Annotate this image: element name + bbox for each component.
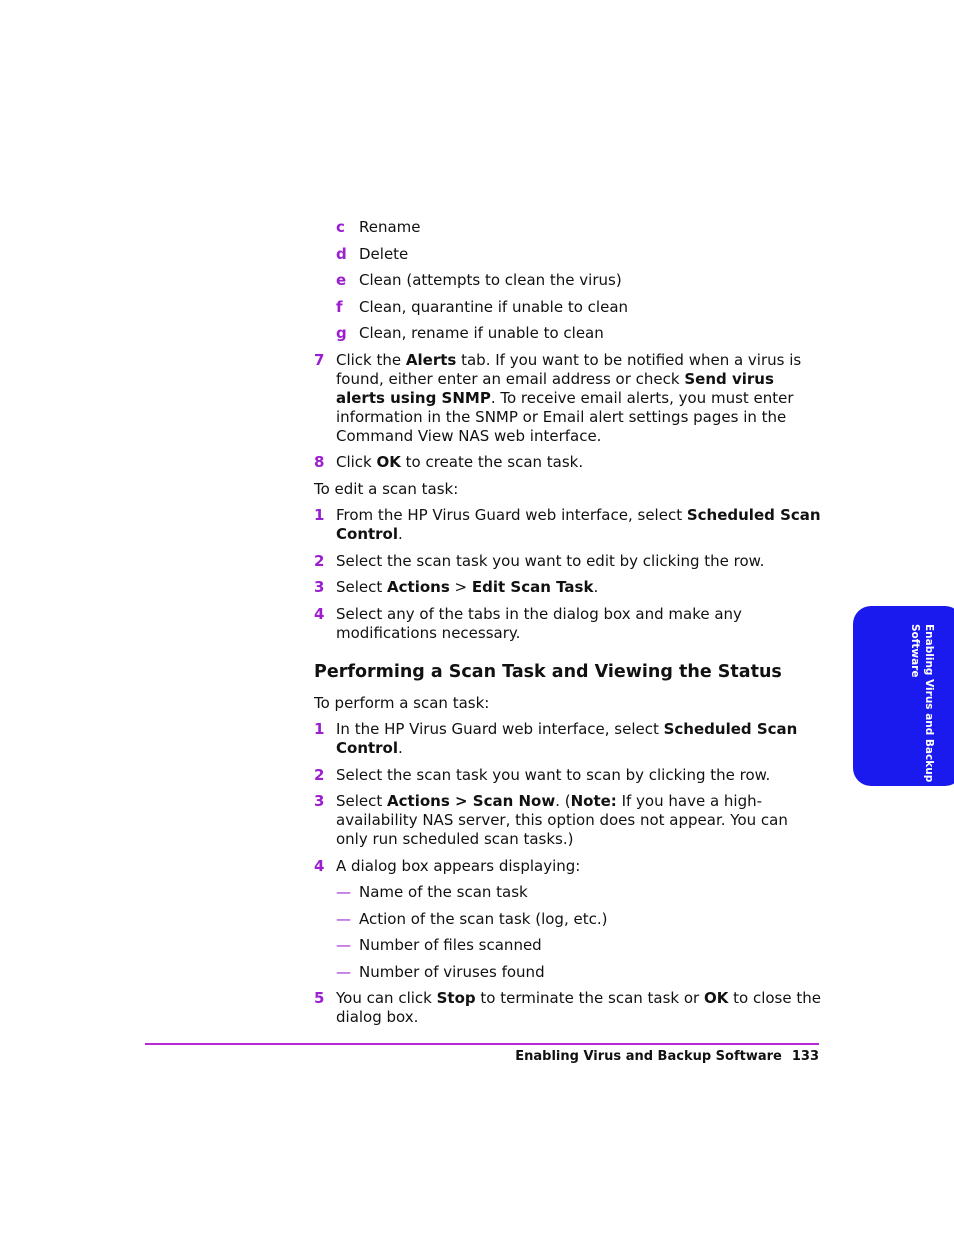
perform-step-2: 2 Select the scan task you want to scan by clicking the row. [314,765,771,784]
perform-step-1: 1 In the HP Virus Guard web interface, select Scheduled Scan Control. [314,720,798,757]
perform-step-4: 4 A dialog box appears displaying: [314,856,581,875]
edit-intro: To edit a scan task: [314,479,459,498]
perform-step-3: 3 Select Actions > Scan Now. (Note: If you have a high-availability NAS server, this option does not appear. You can only run scheduled scan tasks.) [314,792,788,848]
footer-title: Enabling Virus and Backup Software [515,1049,782,1064]
list-item: — Action of the scan task (log, etc.) [336,909,608,928]
list-item: f Clean, quarantine if unable to clean [336,297,629,316]
page-footer [515,1049,819,1064]
chapter-tab-label: Enabling Virus and Backup Software [909,624,935,783]
footer-divider [145,1043,819,1045]
edit-step-1: 1 From the HP Virus Guard web interface, select Scheduled Scan Control. [314,506,821,543]
list-item: — Number of files scanned [336,936,542,954]
step-7: 7 Click the Alerts tab. If you want to be notified when a virus is found, either enter an email address or check Send virus alerts using SNMP. To receive email alerts, you must enter information in the SNMP or Email alert settings pages in the Command View NAS web interface. [314,350,802,445]
page-body [314,218,824,1035]
edit-step-2: 2 Select the scan task you want to edit by clicking the row. [314,551,765,570]
list-item: e Clean (attempts to clean the virus) [336,271,622,289]
list-item: g Clean, rename if unable to clean [336,324,604,342]
perform-step-5: 5 You can click Stop to terminate the scan task or OK to close the dialog box. [314,989,821,1026]
chapter-tab [853,606,954,786]
section-heading: Performing a Scan Task and Viewing the Status [314,661,782,682]
page-number: 133 [791,1049,819,1064]
edit-step-3: 3 Select Actions > Edit Scan Task. [314,578,599,596]
edit-step-4: 4 Select any of the tabs in the dialog box and make any modifications necessary. [314,604,742,642]
step-8: 8 Click OK to create the scan task. [314,453,584,471]
list-item: — Number of viruses found [336,962,545,981]
list-item: d Delete [336,244,409,263]
list-item: — Name of the scan task [336,883,528,901]
list-item: c Rename [336,218,421,236]
perform-intro: To perform a scan task: [314,693,490,712]
